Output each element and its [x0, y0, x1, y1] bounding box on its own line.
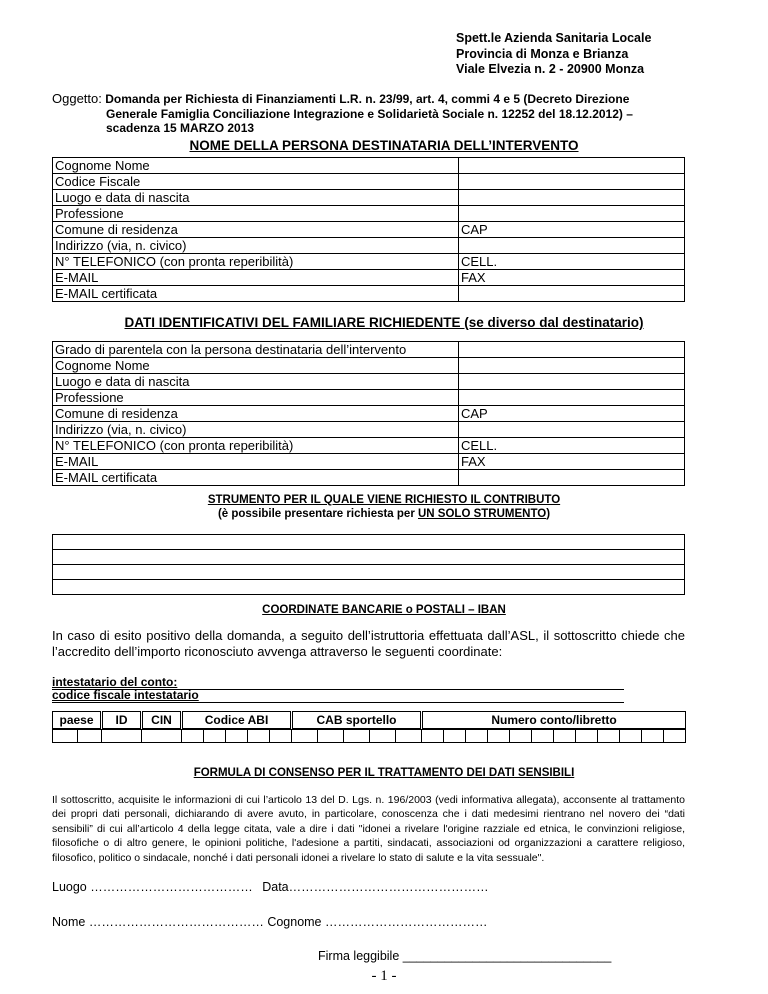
recipient-line: Viale Elvezia n. 2 - 20900 Monza [456, 62, 645, 76]
iban-digit-cell[interactable] [269, 729, 292, 743]
instrument-subtitle-emphasis: UN SOLO STRUMENTO [418, 508, 547, 520]
table-row [53, 406, 685, 422]
field-label-secondary[interactable] [459, 470, 685, 486]
table-row [53, 342, 685, 358]
iban-digit-cell[interactable] [225, 729, 248, 743]
field-label-secondary[interactable]: CAP [459, 406, 685, 422]
iban-digit-cell[interactable] [141, 729, 182, 743]
instrument-row[interactable] [53, 580, 685, 595]
field-label[interactable]: Professione [53, 206, 459, 222]
iban-digit-cell[interactable] [203, 729, 226, 743]
iban-digit-cell[interactable] [101, 729, 142, 743]
signature-field[interactable]: Firma leggibile ______________________________ [318, 949, 612, 963]
field-label[interactable]: Grado di parentela con la persona destinataria dell’intervento [53, 342, 459, 358]
table-row [53, 222, 685, 238]
iban-digit-cell[interactable] [663, 729, 686, 743]
table-row [53, 374, 685, 390]
table-row [53, 422, 685, 438]
iban-digit-cell[interactable] [487, 729, 510, 743]
table-row [53, 158, 685, 174]
field-label-secondary[interactable] [459, 158, 685, 174]
iban-digit-cell[interactable] [317, 729, 344, 743]
subject-block [52, 92, 712, 136]
iban-digit-cell[interactable] [619, 729, 642, 743]
table-row [53, 190, 685, 206]
instrument-row[interactable] [53, 565, 685, 580]
iban-digit-cell[interactable] [641, 729, 664, 743]
field-label-secondary[interactable] [459, 190, 685, 206]
field-label-secondary[interactable] [459, 342, 685, 358]
field-label[interactable]: Cognome Nome [53, 358, 459, 374]
table-row [53, 206, 685, 222]
table-row [53, 286, 685, 302]
iban-digit-cell[interactable] [443, 729, 466, 743]
table-row [53, 238, 685, 254]
field-label-secondary[interactable]: CELL. [459, 438, 685, 454]
iban-digit-cell[interactable] [77, 729, 103, 743]
table-row [53, 174, 685, 190]
field-label-secondary[interactable]: CELL. [459, 254, 685, 270]
consent-text: Il sottoscritto, acquisite le informazioni di cui l’articolo 13 del D. Lgs. n. 196/2003 (vedi informativa allegata), acconsente al trattamento dei propri dati personali, dichiarando di avere avuto, in particolare, conoscenza che i dati medesimi rientrano nel novero dei “dati sensibili” di cui all’articolo 4 della legge citata, vale a dire i dati "idonei a rivelare l'origine razziale ed etnica, le convinzioni religiose, filosofiche o di altro genere, le opinioni politiche, l'adesione a partiti, sindacati, associazioni od organizzazioni a carattere religioso, filosofico, politico o sindacale, nonché i dati personali idonei a rivelare lo stato di salute e la vita sessuale". [52, 794, 685, 864]
iban-digit-cell[interactable] [52, 729, 78, 743]
page-number: - 1 - [371, 968, 397, 984]
table-row [53, 270, 685, 286]
instrument-subtitle-text: (è possibile presentare richiesta per [217, 508, 418, 520]
field-label[interactable]: Luogo e data di nascita [53, 374, 459, 390]
iban-digit-cell[interactable] [343, 729, 370, 743]
table-row [53, 358, 685, 374]
field-label-secondary[interactable] [459, 422, 685, 438]
field-label[interactable]: E-MAIL [53, 270, 459, 286]
subject-label: Oggetto: [52, 91, 102, 106]
iban-digit-cell[interactable] [597, 729, 620, 743]
field-label[interactable]: N° TELEFONICO (con pronta reperibilità) [53, 254, 459, 270]
field-label-secondary[interactable] [459, 238, 685, 254]
table-row [53, 254, 685, 270]
iban-digit-cell[interactable] [509, 729, 532, 743]
subject-line: Domanda per Richiesta di Finanziamenti L.R. n. 23/99, art. 4, commi 4 e 5 (Decreto Direzione [105, 92, 630, 106]
iban-header-cin: CIN [142, 712, 182, 729]
field-label-secondary[interactable]: FAX [459, 454, 685, 470]
field-label[interactable]: E-MAIL [53, 454, 459, 470]
iban-digit-cell[interactable] [531, 729, 554, 743]
holder-taxcode-label: codice fiscale intestatario [52, 688, 199, 702]
section-title-family: DATI IDENTIFICATIVI DEL FAMILIARE RICHIEDENTE (se diverso dal destinatario) [124, 315, 644, 330]
field-label-secondary[interactable] [459, 286, 685, 302]
field-label[interactable]: Codice Fiscale [53, 174, 459, 190]
iban-digit-cell[interactable] [247, 729, 270, 743]
recipient-line: Spett.le Azienda Sanitaria Locale [456, 31, 652, 45]
instrument-subtitle [0, 508, 768, 520]
field-label-secondary[interactable] [459, 206, 685, 222]
account-holder-label: intestatario del conto: [52, 675, 178, 689]
field-label[interactable]: Luogo e data di nascita [53, 190, 459, 206]
field-label-secondary[interactable] [459, 390, 685, 406]
recipient-line: Provincia di Monza e Brianza [456, 46, 629, 61]
field-label[interactable]: Comune di residenza [53, 222, 459, 238]
place-field[interactable]: Luogo ………………………………… [52, 880, 253, 894]
iban-digit-cell[interactable] [465, 729, 488, 743]
iban-digit-cell[interactable] [181, 729, 204, 743]
iban-header-abi: Codice ABI [182, 712, 292, 729]
field-label-secondary[interactable] [459, 174, 685, 190]
instrument-table [52, 534, 685, 595]
field-label-secondary[interactable]: FAX [459, 270, 685, 286]
subject-line: Generale Famiglia Conciliazione Integrazione e Solidarietà Sociale n. 12252 del 18.12.2012) – [106, 106, 633, 121]
name-surname-line[interactable] [52, 915, 488, 929]
field-label-secondary[interactable] [459, 374, 685, 390]
iban-digit-cell[interactable] [369, 729, 396, 743]
section-title-iban: COORDINATE BANCARIE o POSTALI – IBAN [262, 604, 506, 616]
field-label-secondary[interactable] [459, 358, 685, 374]
iban-digit-cell[interactable] [575, 729, 598, 743]
surname-field[interactable]: Cognome ………………………………… [267, 915, 488, 929]
date-field[interactable]: Data………………………………………… [262, 880, 489, 894]
field-label[interactable]: Indirizzo (via, n. civico) [53, 422, 459, 438]
table-row [53, 454, 685, 470]
section-title-consent: FORMULA DI CONSENSO PER IL TRATTAMENTO DEI DATI SENSIBILI [193, 767, 575, 779]
section-title-instrument: STRUMENTO PER IL QUALE VIENE RICHIESTO IL CONTRIBUTO [207, 494, 561, 506]
instrument-subtitle-text: ) [546, 508, 551, 520]
holder-taxcode-field[interactable] [52, 689, 624, 703]
iban-header-id: ID [102, 712, 142, 729]
iban-table [52, 711, 686, 729]
field-label[interactable]: E-MAIL certificata [53, 470, 459, 486]
iban-header-cab: CAB sportello [292, 712, 422, 729]
iban-digit-cell[interactable] [395, 729, 422, 743]
field-label[interactable]: E-MAIL certificata [53, 286, 459, 302]
iban-digit-cell[interactable] [553, 729, 576, 743]
iban-intro: In caso di esito positivo della domanda, a seguito dell’istruttoria effettuata dall’ASL, il sottoscritto chiede che l’accredito dell’importo riconosciuto avvenga attraverso le seguenti coordinate: [52, 628, 685, 659]
field-label[interactable]: Professione [53, 390, 459, 406]
field-label[interactable]: N° TELEFONICO (con pronta reperibilità) [53, 438, 459, 454]
iban-digit-cell[interactable] [291, 729, 318, 743]
field-label[interactable]: Comune di residenza [53, 406, 459, 422]
section-title-recipient: NOME DELLA PERSONA DESTINATARIA DELL’INTERVENTO [189, 138, 579, 153]
field-label[interactable]: Cognome Nome [53, 158, 459, 174]
instrument-row[interactable] [53, 535, 685, 550]
field-label-secondary[interactable]: CAP [459, 222, 685, 238]
iban-digit-cell[interactable] [421, 729, 444, 743]
iban-header-account: Numero conto/libretto [422, 712, 686, 729]
table-row [53, 390, 685, 406]
instrument-row[interactable] [53, 550, 685, 565]
iban-digit-cells [52, 729, 685, 743]
iban-header-country: paese [53, 712, 102, 729]
name-field[interactable]: Nome …………………………………… [52, 915, 264, 929]
table-row [53, 438, 685, 454]
field-label[interactable]: Indirizzo (via, n. civico) [53, 238, 459, 254]
place-date-line[interactable] [52, 880, 489, 894]
subject-line: scadenza 15 MARZO 2013 [106, 121, 255, 135]
family-data-table [52, 341, 685, 486]
recipient-data-table [52, 157, 685, 302]
recipient-address [456, 31, 651, 78]
table-row [53, 470, 685, 486]
